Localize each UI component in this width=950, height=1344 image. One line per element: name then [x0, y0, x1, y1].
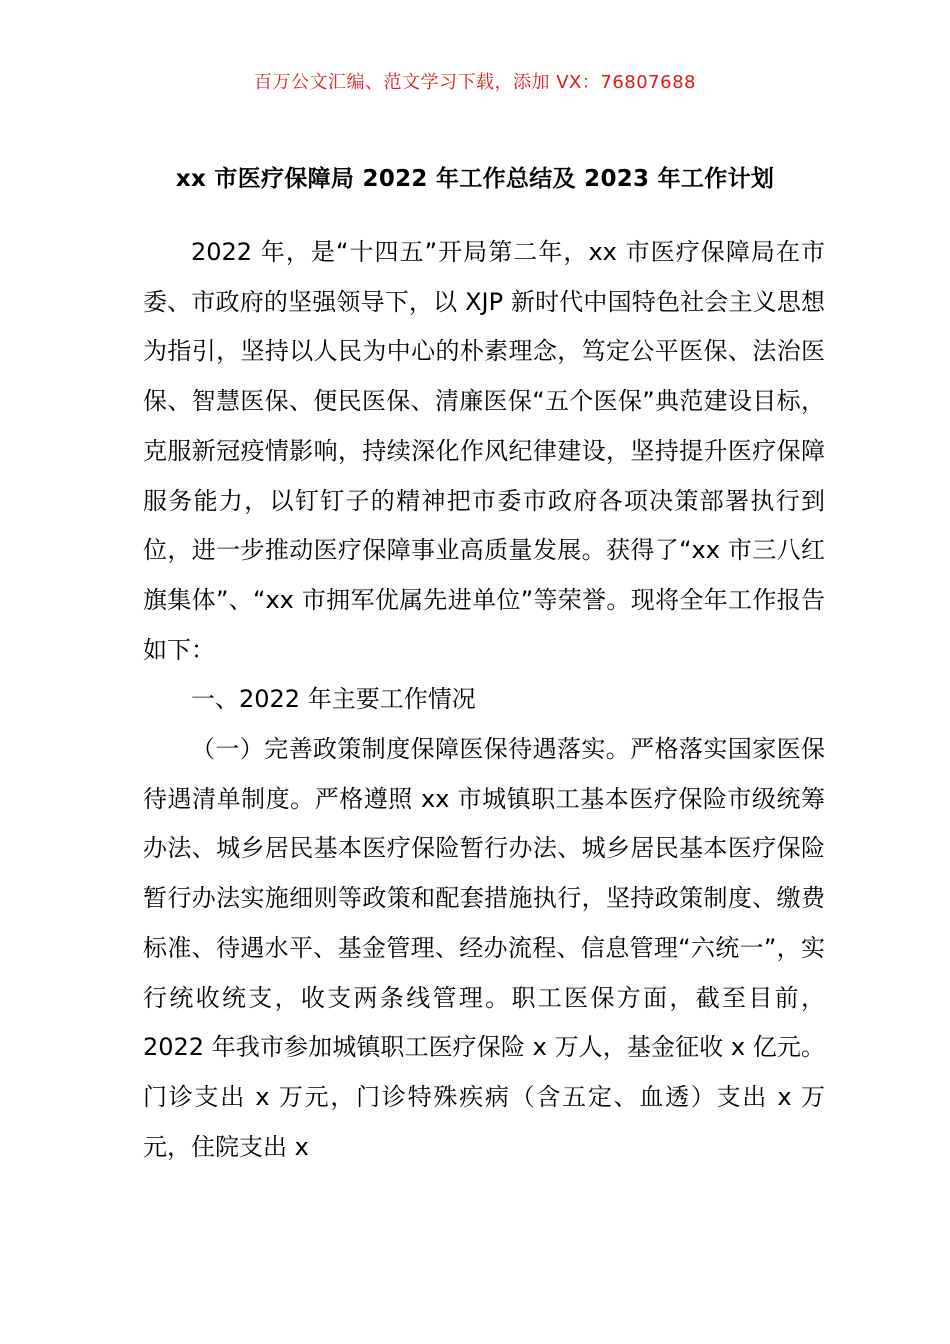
header-note: 百万公文汇编、范文学习下载，添加 VX：76807688	[254, 72, 696, 93]
document-title: xx 市医疗保障局 2022 年工作总结及 2023 年工作计划	[175, 166, 775, 192]
section-paragraph: （一）完善政策制度保障医保待遇落实。严格落实国家医保待遇清单制度。严格遵照 xx 市城镇职工基本医疗保险市级统筹办法、城乡居民基本医疗保险暂行办法、城乡居民基本医疗保险暂行办法实施细则等政策和配套措施执行，坚持政策制度、缴费标准、待遇水平、基金管理、经办流程、信息管理“六统一”，实行统收统支，收支两条线管理。职工医保方面，截至目前，2022 年我市参加城镇职工医疗保险 x 万人，基金征收 x 亿元。门诊支出 x 万元，门诊特殊疾病（含五定、血透）支出 x 万元，住院支出 x	[143, 735, 825, 1161]
section-heading: 一、2022 年主要工作情况	[191, 685, 476, 714]
document-body	[143, 228, 825, 1172]
intro-paragraph: 2022 年，是“十四五”开局第二年，xx 市医疗保障局在市委、市政府的坚强领导下，以 XJP 新时代中国特色社会主义思想为指引，坚持以人民为中心的朴素理念，笃定公平医保、法治医保、智慧医保、便民医保、清廉医保“五个医保”典范建设目标，克服新冠疫情影响，持续深化作风纪律建设，坚持提升医疗保障服务能力，以钉钉子的精神把市委市政府各项决策部署执行到位，进一步推动医疗保障事业高质量发展。获得了“xx 市三八红旗集体”、“xx 市拥军优属先进单位”等荣誉。现将全年工作报告如下：	[143, 238, 825, 664]
